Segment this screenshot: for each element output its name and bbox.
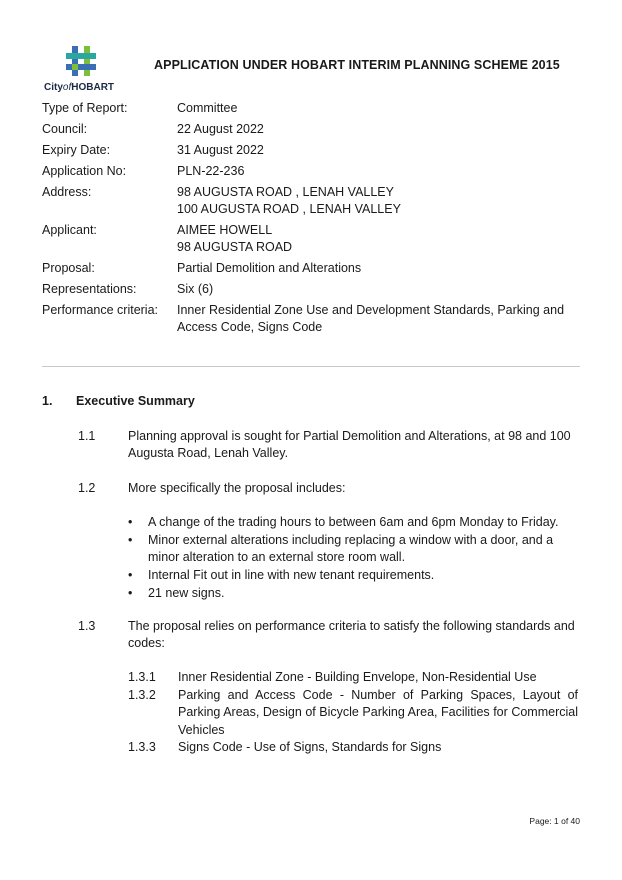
detail-row-expiry: Expiry Date: 31 August 2022 [42,143,264,157]
paragraph-1-2: 1.2 More specifically the proposal includes: [78,481,346,495]
detail-row-council: Council: 22 August 2022 [42,122,264,136]
criteria-sublist [128,669,578,757]
document-title: APPLICATION UNDER HOBART INTERIM PLANNING SCHEME 2015 [154,58,560,72]
section-heading: 1. Executive Summary [42,394,195,408]
list-item: • Internal Fit out in line with new tenant requirements. [128,568,435,582]
list-item: • A change of the trading hours to between 6am and 6pm Monday to Friday. [128,515,559,529]
detail-row-applicant: Applicant: AIMEE HOWELL 98 AUGUSTA ROAD [42,223,293,254]
paragraph-1-1: 1.1 Planning approval is sought for Partial Demolition and Alterations, at 98 and 100 Augusta Road, Lenah Valley. [78,429,571,460]
divider [42,366,580,367]
logo-wordmark: CityofHOBART [44,82,115,93]
detail-row-application-no: Application No: PLN-22-236 [42,164,245,178]
detail-row-address: Address: 98 AUGUSTA ROAD , LENAH VALLEY 100 AUGUSTA ROAD , LENAH VALLEY [42,185,401,216]
page-number: Page: 1 of 40 [529,816,580,826]
list-item: • Minor external alterations including replacing a window with a door, and a minor alteration to an external store room wall. [128,533,554,564]
application-details [42,100,582,340]
detail-row-type: Type of Report: Committee [42,101,238,115]
list-item: • 21 new signs. [128,586,225,600]
sub-item-1-3-2: 1.3.2 Parking and Access Code - Number of Parking Spaces, Layout of Parking Areas, Design of Bicycle Parking Area, Facilities for Commercial Vehicles [128,687,578,737]
sub-item-1-3-3: 1.3.3 Signs Code - Use of Signs, Standards for Signs [128,740,442,754]
sub-item-1-3-1: 1.3.1 Inner Residential Zone - Building Envelope, Non-Residential Use [128,670,537,684]
detail-row-performance-criteria: Performance criteria: Inner Residential Zone Use and Development Standards, Parking and Access Code, Signs Code [42,303,565,334]
proposal-bullet-list [128,514,578,603]
detail-row-representations: Representations: Six (6) [42,282,214,296]
paragraph-1-3: 1.3 The proposal relies on performance criteria to satisfy the following standards and codes: [78,619,575,650]
detail-row-proposal: Proposal: Partial Demolition and Alterations [42,261,362,275]
